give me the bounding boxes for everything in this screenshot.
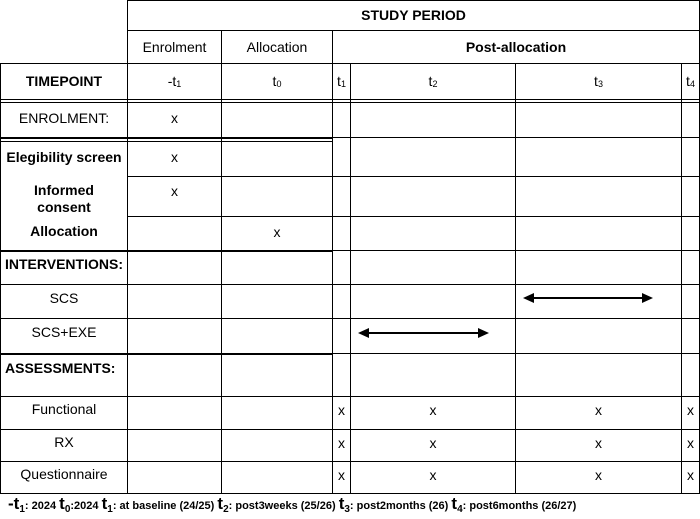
mark-functional-t1: x — [338, 401, 345, 418]
table-line — [350, 63, 351, 493]
mark-questionnaire-t1: x — [338, 466, 345, 483]
scs-exe-duration-arrow — [358, 327, 489, 339]
row-label-eligibility: Elegibility screen — [6, 148, 122, 165]
row-label-scs-exe: SCS+EXE — [31, 323, 97, 340]
row-label-functional: Functional — [31, 400, 97, 417]
table-line — [332, 250, 700, 251]
table-line — [515, 63, 516, 493]
row-label-allocation: Allocation — [30, 222, 98, 239]
table-line — [127, 216, 700, 217]
mark-rx-t3: x — [595, 434, 602, 451]
mark-questionnaire-t2: x — [429, 466, 437, 483]
timepoint-t0: t 0 — [272, 73, 282, 89]
row-label-interventions: INTERVENTIONS: — [5, 255, 123, 272]
table-line — [0, 137, 332, 139]
row-label-assessments: ASSESSMENTS: — [5, 359, 116, 376]
table-line — [221, 30, 222, 493]
mark-functional-t3: x — [595, 401, 602, 418]
timepoint-t4: t 4 — [686, 73, 695, 89]
table-line — [127, 176, 700, 177]
table-line — [0, 141, 332, 142]
table-line — [332, 137, 700, 138]
post-allocation-header: Post-allocation — [465, 38, 567, 55]
enrolment-header: Enrolment — [142, 38, 207, 55]
table-line — [681, 63, 682, 493]
row-label-scs: SCS — [49, 289, 79, 306]
timepoint-t-minus1: -t 1 — [167, 73, 182, 89]
study-period-header: STUDY PERIOD — [361, 7, 466, 23]
table-line — [332, 30, 333, 493]
timepoint-legend: -t1: 2024 t0:2024 t1: at baseline (24/25) t2: post3weeks (25/26) t3: post2months (26) t4: post6months (26/27) — [8, 494, 577, 515]
mark-consent-enrol: x — [171, 182, 178, 199]
timepoint-label: TIMEPOINT — [25, 73, 103, 89]
mark-allocation-alloc: x — [273, 223, 281, 240]
mark-functional-t4: x — [687, 401, 694, 418]
row-label-enrolment: ENROLMENT: — [18, 109, 110, 126]
table-line — [332, 353, 700, 354]
row-label-consent: Informed consent — [34, 182, 94, 215]
mark-enrolment-enrol: x — [171, 109, 178, 126]
mark-rx-t4: x — [687, 434, 694, 451]
timepoint-t1: t 1 — [337, 73, 346, 89]
scs-duration-arrow — [523, 292, 653, 304]
row-label-questionnaire: Questionnaire — [20, 465, 108, 482]
mark-functional-t2: x — [429, 401, 437, 418]
timepoint-t2: t 2 — [428, 73, 438, 89]
allocation-header: Allocation — [246, 38, 308, 55]
mark-questionnaire-t4: x — [687, 466, 694, 483]
mark-rx-t2: x — [429, 434, 437, 451]
mark-rx-t1: x — [338, 434, 345, 451]
table-line — [0, 353, 332, 355]
mark-eligibility-enrol: x — [171, 148, 178, 165]
timepoint-t3: t 3 — [594, 73, 603, 89]
row-label-rx: RX — [54, 433, 74, 450]
mark-questionnaire-t3: x — [595, 466, 602, 483]
